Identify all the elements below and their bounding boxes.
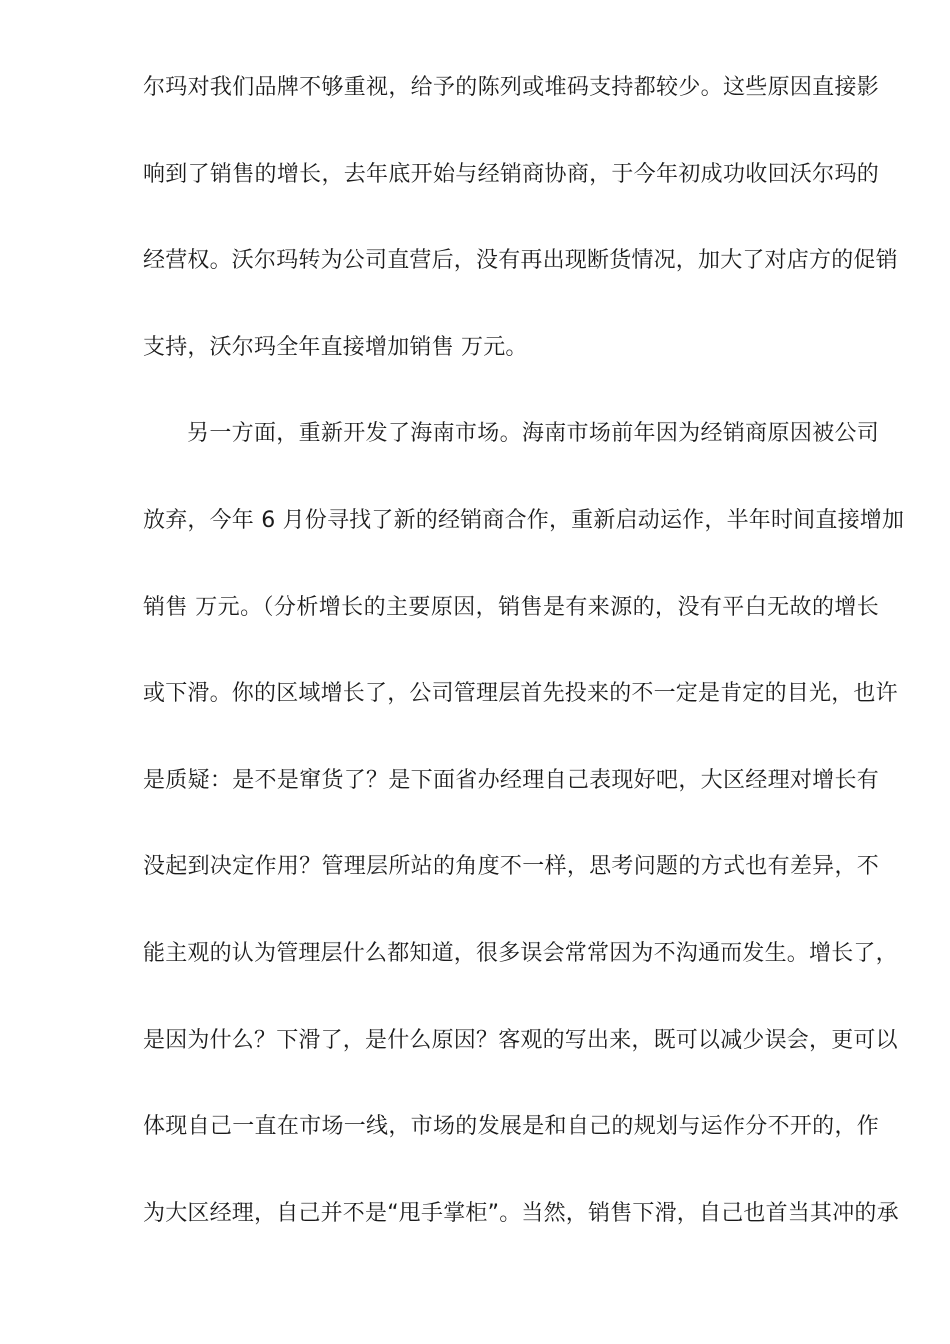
text-line: 体现自己一直在市场一线，市场的发展是和自己的规划与运作分不开的，作 (143, 1114, 879, 1140)
text-line: 没起到决定作用？管理层所站的角度不一样，思考问题的方式也有差异，不 (143, 854, 879, 880)
text-line: 是质疑：是不是窜货了？是下面省办经理自己表现好吧，大区经理对增长有 (143, 767, 879, 793)
text-line: 为大区经理，自己并不是“甩手掌柜”。当然，销售下滑，自己也首当其冲的承 (143, 1200, 899, 1226)
body-text (143, 60, 905, 1272)
text-line: 或下滑。你的区域增长了，公司管理层首先投来的不一定是肯定的目光，也许 (143, 681, 898, 707)
paragraph-start-line: 另一方面，重新开发了海南市场。海南市场前年因为经销商原因被公司 (187, 421, 879, 447)
text-line: 能主观的认为管理层什么都知道，很多误会常常因为不沟通而发生。增长了， (143, 940, 898, 966)
text-line: 响到了销售的增长，去年底开始与经销商协商，于今年初成功收回沃尔玛的 (143, 161, 879, 187)
text-line: 尔玛对我们品牌不够重视，给予的陈列或堆码支持都较少。这些原因直接影 (143, 75, 879, 100)
text-line: 是因为什么？下滑了，是什么原因？客观的写出来，既可以减少误会，更可以 (143, 1027, 898, 1053)
text-line: 销售 万元。（分析增长的主要原因，销售是有来源的，没有平白无故的增长 (143, 594, 879, 620)
text-line: 支持，沃尔玛全年直接增加销售 万元。 (143, 334, 528, 360)
text-line: 放弃，今年 6 月份寻找了新的经销商合作，重新启动运作，半年时间直接增加 (143, 507, 905, 533)
text-line: 经营权。沃尔玛转为公司直营后，没有再出现断货情况，加大了对店方的促销 (143, 248, 898, 274)
